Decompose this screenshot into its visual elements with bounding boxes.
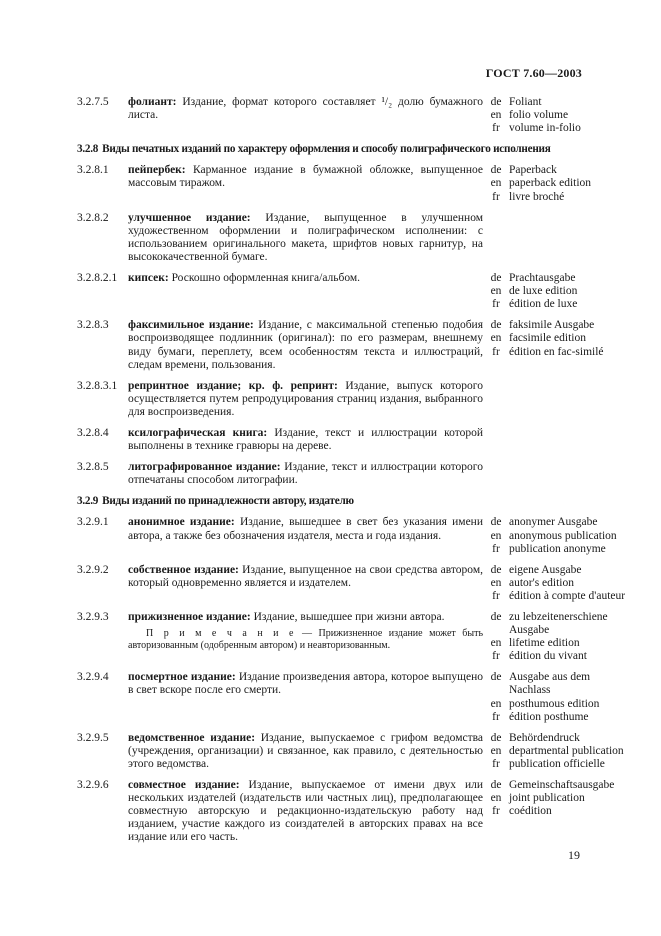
equivalent-term: édition du vivant [509, 650, 587, 663]
term: фолиант: [128, 96, 177, 108]
equivalent-row [487, 637, 607, 650]
definition-text: Издание, вышедшее при жизни автора. [250, 611, 445, 623]
term: факсимильное издание: [128, 319, 254, 332]
language-code: fr [492, 298, 500, 311]
term-entry [77, 319, 604, 371]
entry-number: 3.2.8.5 [77, 461, 109, 474]
term-entry [77, 427, 585, 453]
language-code: fr [492, 805, 500, 818]
definition-text: Издание, выпускаемое от имени двух или нескольких издателей (издательств или частных лиц), предполагающее совместную авторскую и редакционно-издательскую работу над изданием, участие каждого из соиздателей в авторских правах на все издание или его часть. [128, 779, 483, 844]
term-entry [77, 671, 600, 723]
equivalent-term: de luxe edition [509, 285, 578, 298]
entry-definition [128, 272, 483, 311]
equivalent-row [487, 671, 599, 684]
equivalent-term: édition de luxe [509, 298, 578, 311]
entry-definition [128, 212, 483, 264]
foreign-equivalents [487, 563, 626, 603]
language-code: fr [492, 122, 500, 135]
language-code [487, 624, 505, 637]
definition-text: Издание, выпущенное на свои средства автором, который одновременно является и издателем. [128, 563, 483, 589]
definition-text: Издание, выпущенное в улучшенном художественном оформлении и полиграфическом исполнении: с использованием оригинального макета, шрифтов новых гарнитур, на высококачественной бумаге. [128, 211, 483, 263]
entry-definition [128, 164, 483, 203]
entry-number: 3.2.8.3 [77, 319, 109, 332]
equivalent-row [487, 744, 624, 758]
equivalent-row [487, 564, 607, 577]
language-code: de [490, 731, 502, 744]
entry-number: 3.2.8.2.1 [77, 272, 118, 285]
term: прижизненное издание: [128, 611, 251, 623]
section-number: 3.2.9 [77, 495, 99, 508]
section-heading [77, 143, 585, 156]
entry-number: 3.2.8.4 [77, 426, 109, 439]
term: литографированное издание: [128, 461, 281, 474]
term-entry [77, 461, 585, 487]
entry-number: 3.2.9.4 [77, 671, 109, 684]
equivalent-term: Nachlass [509, 684, 551, 697]
section-title: Виды печатных изданий по характеру оформления и способу полиграфического исполнения [102, 143, 551, 156]
language-code: en [490, 637, 502, 650]
equivalent-term: departmental publication [509, 744, 624, 757]
entry-number: 3.2.8.2 [77, 211, 109, 224]
standard-header: ГОСТ 7.60—2003 [485, 66, 582, 80]
equivalent-row [487, 319, 604, 332]
equivalent-term: anonymer Ausgabe [509, 516, 598, 529]
term-entry [77, 380, 585, 419]
section-number: 3.2.8 [77, 143, 99, 156]
equivalent-term: posthumous edition [509, 697, 600, 710]
section-title: Виды изданий по принадлежности автору, издателю [102, 495, 354, 508]
entry-number: 3.2.8.1 [77, 164, 109, 177]
note-text: — Прижизненное издание может быть авторизованным (одобренным автором) и неавторизованным. [128, 628, 484, 652]
term-entry [77, 212, 585, 264]
equivalent-row [487, 758, 607, 771]
language-code: fr [492, 589, 500, 602]
entry-number: 3.2.9.6 [77, 779, 109, 792]
equivalent-row [487, 698, 599, 711]
language-code: fr [492, 757, 500, 770]
equivalent-term: paperback edition [509, 177, 592, 190]
language-code: fr [492, 542, 500, 555]
language-code: fr [492, 345, 500, 358]
foreign-equivalents [487, 427, 585, 453]
term-entry [77, 611, 608, 663]
term-entry [77, 96, 585, 135]
entry-definition [128, 564, 483, 603]
entry-number: 3.2.9.2 [77, 563, 109, 576]
equivalent-term: publication anonyme [509, 542, 606, 555]
equivalent-row [487, 516, 607, 529]
equivalent-row [487, 346, 604, 359]
language-code: en [490, 109, 502, 122]
definition-text: Издание, выпускаемое с грифом ведомства (учреждения, организации) и связанное, как правило, с деятельностью этого ведомства. [128, 731, 483, 770]
equivalent-row [487, 792, 607, 805]
language-code: en [490, 697, 502, 710]
equivalent-term: faksimile Ausgabe [509, 319, 595, 332]
term-entry [77, 516, 617, 555]
language-code: fr [492, 650, 500, 663]
equivalent-row [487, 577, 607, 590]
term-entry [77, 779, 615, 844]
entry-definition [128, 516, 483, 555]
language-code: en [490, 792, 502, 805]
equivalent-term: édition en fac-similé [509, 345, 604, 358]
language-code: en [490, 529, 502, 542]
language-code: en [490, 177, 502, 190]
equivalent-row [487, 732, 607, 745]
document-body [77, 96, 626, 853]
entry-number: 3.2.8.3.1 [77, 379, 118, 392]
equivalent-term: lifetime edition [509, 637, 580, 650]
equivalent-row [487, 589, 626, 603]
foreign-equivalents [487, 272, 585, 311]
equivalent-term: édition posthume [509, 710, 589, 723]
language-code: en [490, 285, 502, 298]
definition-text: Издание произведения автора, которое выпущено в свет вскоре после его смерти. [128, 671, 483, 697]
equivalent-term: facsimile edition [509, 332, 586, 345]
equivalent-row [487, 298, 585, 311]
entry-definition [128, 380, 483, 419]
entry-definition [128, 319, 483, 371]
equivalent-row [487, 650, 607, 663]
entry-number: 3.2.9.3 [77, 611, 109, 623]
equivalent-row [487, 109, 585, 122]
foreign-equivalents [487, 611, 607, 663]
language-code [487, 684, 505, 697]
definition-text: Издание, вышедшее в свет без указания имени автора, а также без обозначения издателя, места и года издания. [128, 516, 483, 542]
equivalent-row [487, 191, 591, 204]
term-entry [77, 272, 585, 311]
entry-definition [128, 96, 483, 135]
definition-text: Издание, выпуск которого осуществляется путем репродуцирования страниц издания, выбранного для воспроизведения. [128, 379, 483, 418]
entry-definition [128, 779, 483, 844]
equivalent-term: anonymous publication [509, 529, 617, 542]
term: пейпербек: [128, 164, 186, 177]
entry-definition [128, 671, 483, 723]
equivalent-term: Prachtausgabe [509, 272, 576, 285]
equivalent-term: Ausgabe aus dem [509, 671, 591, 684]
equivalent-row [487, 177, 591, 190]
language-code: de [490, 671, 502, 684]
term-entry [77, 164, 592, 203]
term: ксилографическая книга: [128, 426, 268, 439]
entry-number: 3.2.7.5 [77, 96, 109, 108]
equivalent-row [487, 285, 585, 298]
equivalent-row [487, 779, 615, 792]
language-code: de [490, 611, 502, 623]
equivalent-row [487, 624, 607, 637]
equivalent-row [487, 805, 607, 818]
equivalent-row [487, 122, 585, 135]
foreign-equivalents [487, 461, 585, 487]
definition-text: Издание, текст и иллюстрации которого отпечатаны способом литографии. [128, 461, 483, 487]
term: ведомственное издание: [128, 731, 256, 744]
equivalent-term: coédition [509, 805, 552, 818]
term: посмертное издание: [128, 671, 236, 684]
language-code: fr [492, 710, 500, 723]
definition-text: Издание, формат которого составляет ¹/₂ долю бумажного листа. [128, 96, 483, 122]
equivalent-term: folio volume [509, 109, 569, 122]
language-code: de [490, 516, 502, 529]
foreign-equivalents [487, 731, 624, 771]
equivalent-term: volume in-folio [509, 122, 581, 135]
definition-text: Издание, с максимальной степенью подобия воспроизводящее подлинник (оригинал): по его размерам, внешнему виду бумаги, переплету, всем особенностям текста и иллюстраций, следам времени, пользования. [128, 319, 484, 371]
foreign-equivalents [487, 779, 615, 844]
term: анонимное издание: [128, 516, 235, 529]
equivalent-term: autor's edition [509, 576, 574, 589]
equivalent-term: Foliant [509, 96, 542, 108]
entry-definition [128, 732, 483, 771]
equivalent-term: zu lebzeitenerschiene [509, 611, 608, 623]
equivalent-row [487, 96, 585, 109]
language-code: de [490, 563, 502, 576]
language-code: fr [492, 190, 500, 203]
entry-number: 3.2.9.1 [77, 516, 109, 529]
equivalent-row [487, 543, 607, 556]
equivalent-term: Behördendruck [509, 731, 580, 744]
language-code: de [490, 319, 502, 332]
foreign-equivalents [487, 212, 585, 264]
language-code: en [490, 744, 502, 757]
equivalent-term: Gemeinschaftsausgabe [509, 779, 615, 792]
equivalent-row [487, 272, 585, 285]
foreign-equivalents [487, 96, 585, 135]
definition-text: Издание, текст и иллюстрации которой выполнены в технике гравюры на дереве. [128, 426, 483, 453]
equivalent-row [487, 332, 604, 345]
equivalent-term: édition à compte d'auteur [509, 589, 626, 602]
equivalent-term: eigene Ausgabe [509, 563, 582, 576]
term-entry [77, 731, 624, 771]
language-code: en [490, 332, 502, 345]
foreign-equivalents [487, 164, 591, 203]
equivalent-row [487, 529, 617, 543]
equivalent-term: joint publication [509, 792, 585, 805]
equivalent-row [487, 611, 607, 624]
equivalent-row [487, 684, 599, 697]
foreign-equivalents [487, 671, 599, 723]
foreign-equivalents [487, 380, 585, 419]
language-code: de [490, 779, 502, 792]
equivalent-term: Paperback [509, 164, 557, 177]
term: кипсек: [128, 272, 169, 285]
term: улучшенное издание: [128, 211, 251, 224]
equivalent-term: publication officielle [509, 757, 605, 770]
definition-text: Роскошно оформленная книга/альбом. [168, 272, 361, 285]
section-heading [77, 495, 585, 508]
foreign-equivalents [487, 516, 617, 555]
equivalent-row [487, 711, 599, 724]
entry-definition [128, 611, 483, 663]
language-code: de [490, 164, 502, 177]
entry-note [128, 628, 483, 652]
term: совместное издание: [128, 779, 240, 792]
language-code: de [490, 272, 502, 285]
term: репринтное издание; кр. ф. репринт: [128, 379, 338, 392]
equivalent-row [487, 164, 591, 177]
definition-text: Карманное издание в бумажной обложке, выпущенное массовым тиражом. [128, 164, 483, 190]
entry-number: 3.2.9.5 [77, 731, 109, 744]
language-code: de [490, 96, 502, 108]
term-entry [77, 563, 626, 603]
equivalent-term: livre broché [509, 190, 565, 203]
term: собственное издание: [128, 563, 239, 576]
entry-definition [128, 427, 483, 453]
equivalent-term: Ausgabe [509, 624, 550, 637]
foreign-equivalents [487, 319, 604, 371]
note-label: П р и м е ч а н и е [146, 628, 296, 640]
page-number: 19 [568, 848, 580, 862]
entry-definition [128, 461, 483, 487]
language-code: en [490, 576, 502, 589]
